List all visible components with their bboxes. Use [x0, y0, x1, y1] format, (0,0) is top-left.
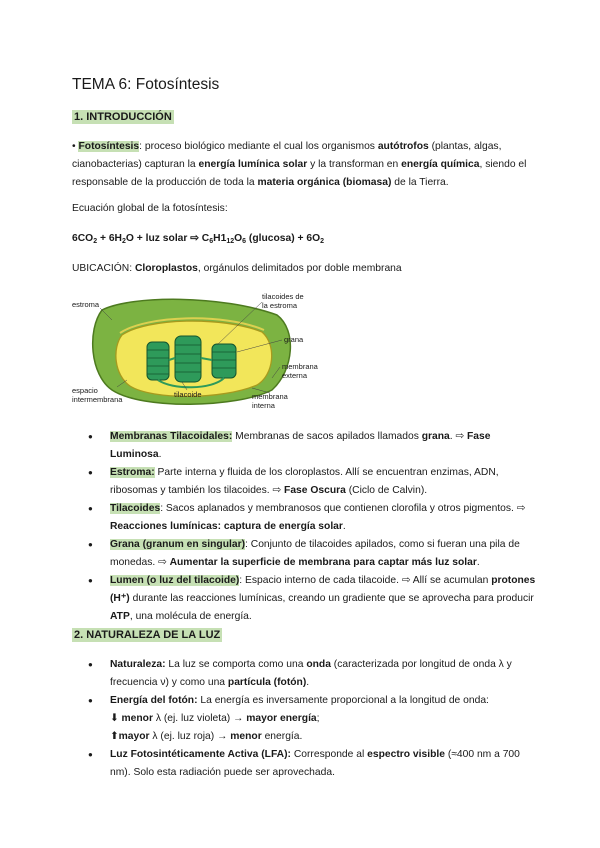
term: Lumen (o luz del tilacoide): [110, 575, 240, 586]
term: Naturaleza:: [110, 659, 166, 670]
bold: protones (H⁺): [110, 575, 536, 604]
photosynthesis-equation: [72, 230, 542, 248]
term: Tilacoides: [110, 503, 161, 514]
text: (≈400 nm a 700 nm). Solo esta radiación puede ser aprovechada.: [110, 749, 520, 778]
label-estroma: estroma: [72, 300, 100, 309]
text: , siendo el responsable de la producción de toda la: [72, 159, 527, 188]
text: La energía es inversamente proporcional a la longitud de onda:: [197, 695, 489, 706]
ubicacion-line: [72, 260, 542, 278]
list-item-tilacoides: [72, 500, 542, 536]
text: : proceso biológico mediante el cual los organismos: [139, 141, 378, 152]
label-line: membrana: [252, 392, 288, 401]
bold-autotrofos: autótrofos: [377, 141, 429, 152]
eq-part: (glucosa) + 6O: [246, 233, 321, 244]
bold-cloroplastos: Cloroplastos: [134, 263, 198, 274]
bold: Fase Oscura: [284, 485, 346, 496]
equation-title: Ecuación global de la fotosíntesis:: [72, 203, 228, 214]
text: .: [342, 521, 346, 532]
bold-energia-luminica: energía lumínica solar: [198, 159, 308, 170]
text: La luz se comporta como una: [165, 659, 307, 670]
text: (Ciclo de Calvin).: [345, 485, 428, 496]
intro-paragraph: [72, 138, 542, 192]
list-item-naturaleza: [72, 656, 542, 692]
bold: Aumentar la superficie de membrana para captar más luz solar: [169, 557, 477, 568]
text: .: [306, 677, 310, 688]
eq-sub: 6: [209, 238, 214, 245]
eq-sub: 2: [320, 238, 325, 245]
term: Membranas Tilacoidales:: [110, 431, 233, 442]
list-item-estroma: [72, 464, 542, 500]
text: Corresponde al: [290, 749, 368, 760]
list-item-membranas-tilacoidales: [72, 428, 542, 464]
eq-part: C: [198, 233, 210, 244]
text: Parte interna y fluida de los cloroplastos. Allí se encuentran enzimas, ADN, ribosomas y también los tilacoides. ⇨: [110, 467, 499, 496]
text: ;: [316, 713, 320, 724]
eq-part: + 6H: [97, 233, 122, 244]
text: (caracterizada por longitud de onda λ y frecuencia ν) y como una: [110, 659, 512, 688]
label-line: intermembrana: [72, 395, 123, 404]
label-tilacoide: tilacoide: [174, 390, 202, 399]
eq-part: O: [234, 233, 243, 244]
label-membrana-interna: [252, 392, 288, 410]
text: energía.: [261, 731, 303, 742]
term: Estroma:: [110, 467, 155, 478]
eq-part: H1: [213, 233, 227, 244]
text: , una molécula de energía.: [129, 611, 252, 622]
label-tilacoides-estroma: [262, 292, 304, 310]
term: Grana (granum en singular): [110, 539, 246, 550]
label-grana: grana: [284, 335, 304, 344]
up-arrow-icon: ⬆: [110, 731, 119, 742]
bold: Reacciones lumínicas: captura de energía solar: [110, 521, 343, 532]
label-espacio-intermembrana: [72, 386, 122, 404]
term: Luz Fotosintéticamente Activa (LFA):: [110, 749, 291, 760]
bold: menor: [118, 713, 153, 724]
text: .: [158, 449, 162, 460]
eq-sub: 6: [242, 238, 247, 245]
bold: mayor energía: [246, 713, 317, 724]
text: : Conjunto de tilacoides apilados, como si fueran una pila de monedas. ⇨: [110, 539, 520, 568]
text: : Espacio interno de cada tilacoide. ⇨ Allí se acumulan: [239, 575, 492, 586]
bullet: •: [72, 141, 76, 152]
label-membrana-externa: [282, 362, 318, 380]
bold: mayor: [118, 731, 150, 742]
bold: ATP: [110, 611, 130, 622]
text: durante las reacciones lumínicas, creando un gradiente que se aprovecha para producir: [129, 593, 534, 604]
list-item-lumen: [72, 572, 542, 626]
label-line: espacio: [72, 386, 98, 395]
section-heading-naturaleza-luz: 2. NATURALEZA DE LA LUZ: [74, 629, 221, 641]
eq-sub: 12: [226, 238, 235, 245]
label-line: la estroma: [262, 301, 298, 310]
text: Membranas de sacos apilados llamados: [232, 431, 422, 442]
list-item-grana: [72, 536, 542, 572]
section-heading-introduccion: 1. INTRODUCCIÓN: [74, 111, 172, 123]
bold-materia-organica: materia orgánica (biomasa): [257, 177, 392, 188]
list-item-lfa: [72, 746, 542, 782]
term-fotosintesis: Fotosíntesis: [78, 141, 140, 152]
text: . ⇨: [449, 431, 467, 442]
bold-energia-quimica: energía química: [401, 159, 480, 170]
bold: espectro visible: [367, 749, 445, 760]
text: λ (ej. luz violeta) →: [152, 713, 247, 724]
luz-list: [72, 656, 542, 782]
page-title: TEMA 6: Fotosíntesis: [72, 76, 220, 93]
bold: Fase Luminosa: [110, 431, 491, 460]
text: (plantas, algas, cianobacterias) capturan la: [72, 141, 502, 170]
text: de la Tierra.: [391, 177, 449, 188]
text: λ (ej. luz roja) →: [149, 731, 231, 742]
eq-part: O + luz solar: [125, 233, 191, 244]
down-arrow-icon: ⬇: [110, 713, 119, 724]
eq-part: 6CO: [72, 233, 94, 244]
text: , orgánulos delimitados por doble membrana: [197, 263, 402, 274]
text: .: [476, 557, 480, 568]
eq-sub: 2: [122, 238, 126, 245]
label-line: externa: [282, 371, 308, 380]
list-item-energia-foton: [72, 692, 542, 746]
diagram-labels: [72, 290, 322, 415]
text: y la transforman en: [307, 159, 402, 170]
label-line: membrana: [282, 362, 318, 371]
bold: partícula (fotón): [227, 677, 307, 688]
arrow-icon: ⇨: [190, 233, 199, 244]
structures-list: [72, 428, 542, 626]
label-line: tilacoides de: [262, 292, 304, 301]
ubicacion-label: UBICACIÓN:: [72, 263, 135, 274]
bold: onda: [306, 659, 331, 670]
eq-sub: 2: [93, 238, 98, 245]
label-line: interna: [252, 401, 275, 410]
bold: menor: [230, 731, 262, 742]
bold: grana: [421, 431, 450, 442]
term: Energía del fotón:: [110, 695, 198, 706]
text: : Sacos aplanados y membranosos que contienen clorofila y otros pigmentos. ⇨: [160, 503, 526, 514]
